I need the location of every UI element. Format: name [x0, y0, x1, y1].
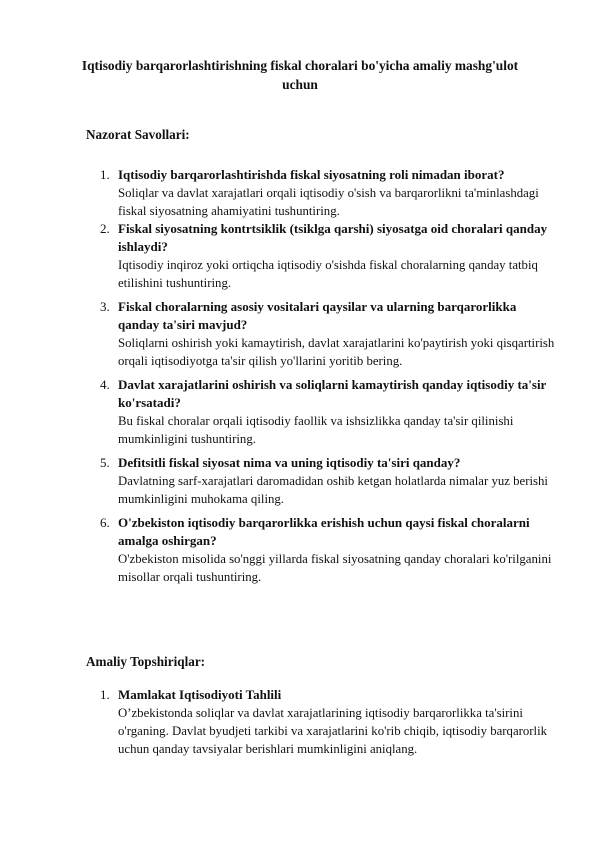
amaliy-list	[86, 686, 556, 758]
answer-text: O'zbekiston misolida so'nggi yillarda fiskal siyosatning qanday choralari ko'rilganini misollar orqali tushuntiring.	[118, 552, 552, 584]
answer-text: Soliqlarni oshirish yoki kamaytirish, davlat xarajatlarini ko'paytirish yoki qisqartirish orqali iqtisodiyotga ta'sir qilish yo'llarini yoritib bering.	[118, 336, 555, 368]
list-item	[86, 686, 556, 758]
answer-text: Soliqlar va davlat xarajatlari orqali iqtisodiy o'sish va barqarorlikni ta'minlashdagi fiskal siyosatning ahamiyatini tushuntiring.	[118, 186, 539, 218]
list-item	[86, 298, 556, 370]
question-text: Iqtisodiy barqarorlashtirishda fiskal siyosatning roli nimadan iborat?	[118, 167, 505, 182]
list-item	[86, 376, 556, 448]
item-number: 1.	[100, 687, 110, 702]
list-item	[86, 220, 556, 292]
amaliy-heading: Amaliy Topshiriqlar:	[86, 654, 206, 669]
item-number: 6.	[100, 515, 110, 530]
item-number: 2.	[100, 221, 110, 236]
question-text: O'zbekiston iqtisodiy barqarorlikka erishish uchun qaysi fiskal choralarni amalga oshirgan?	[118, 515, 530, 548]
question-text: Fiskal choralarning asosiy vositalari qaysilar va ularning barqarorlikka qanday ta'siri mavjud?	[118, 299, 517, 332]
list-item	[86, 454, 556, 508]
list-item	[86, 514, 556, 586]
nazorat-heading: Nazorat Savollari:	[86, 127, 190, 142]
list-item	[86, 166, 556, 220]
task-title: Mamlakat Iqtisodiyoti Tahlili	[118, 687, 282, 702]
question-text: Davlat xarajatlarini oshirish va soliqlarni kamaytirish qanday iqtisodiy ta'sir ko'rsatadi?	[118, 377, 547, 410]
item-number: 4.	[100, 377, 110, 392]
answer-text: Bu fiskal choralar orqali iqtisodiy faollik va ishsizlikka qanday ta'sir qilinishi mumkinligini tushuntiring.	[118, 414, 514, 446]
question-text: Defitsitli fiskal siyosat nima va uning iqtisodiy ta'siri qanday?	[118, 455, 461, 470]
question-text: Fiskal siyosatning kontrtsiklik (tsiklga qarshi) siyosatga oid choralari qanday ishlaydi?	[118, 221, 548, 254]
item-number: 1.	[100, 167, 110, 182]
answer-text: Davlatning sarf-xarajatlari daromadidan oshib ketgan holatlarda nimalar yuz berishi mumkinligini muhokama qiling.	[118, 474, 548, 506]
item-number: 5.	[100, 455, 110, 470]
nazorat-list	[86, 166, 556, 586]
item-number: 3.	[100, 299, 110, 314]
task-description: O’zbekistonda soliqlar va davlat xarajatlarining iqtisodiy barqarorlikka ta'sirini o'rganing. Davlat byudjeti tarkibi va xarajatlarini ko'rib chiqib, iqtisodiy barqarorlik uchun qanday tavsiyalar berishlari mumkinligini aniqlang.	[118, 706, 548, 756]
document-title: Iqtisodiy barqarorlashtirishning fiskal choralari bo'yicha amaliy mashg'ulot uchun	[81, 58, 519, 92]
answer-text: Iqtisodiy inqiroz yoki ortiqcha iqtisodiy o'sishda fiskal choralarning qanday tatbiq etilishini tushuntiring.	[118, 258, 538, 290]
